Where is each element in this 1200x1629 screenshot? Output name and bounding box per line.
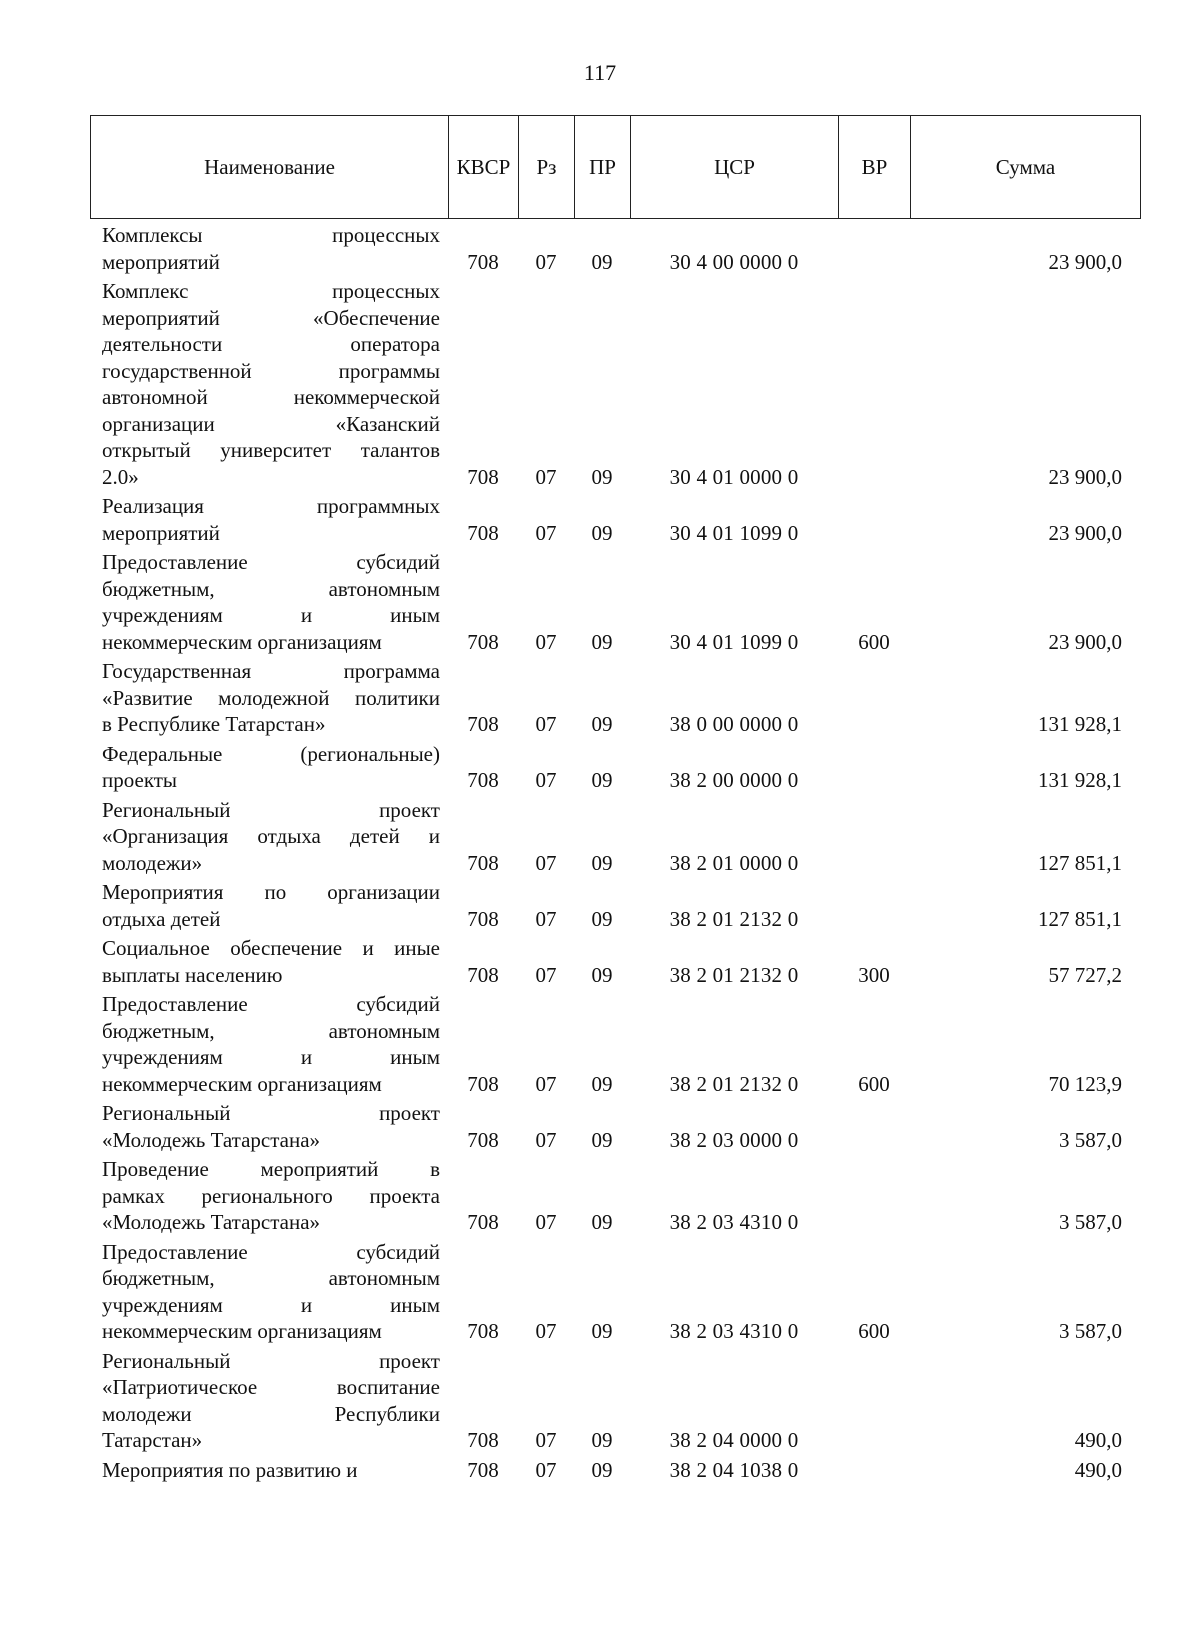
name-line: проекты: [102, 768, 178, 792]
cell-name: [90, 1238, 448, 1347]
name-line: учреждениям и иным: [102, 1045, 440, 1069]
cell-name: [90, 221, 448, 277]
cell-csr: 38 2 03 4310 0: [669, 1319, 799, 1343]
cell-csr: 30 4 00 0000 0: [669, 249, 799, 274]
cell-rz: 07: [535, 768, 557, 792]
name-line: выплаты населению: [102, 962, 283, 987]
table-row: [90, 277, 1140, 492]
cell-vr: [838, 878, 910, 934]
cell-kvsr: 708: [467, 962, 499, 987]
cell-name: [90, 277, 448, 492]
cell-name: [90, 1456, 448, 1486]
cell-rz: 07: [535, 464, 557, 489]
cell-name: [90, 878, 448, 934]
cell-name: [90, 548, 448, 657]
cell-vr: [838, 1155, 910, 1238]
cell-csr: 38 2 03 0000 0: [669, 1127, 799, 1152]
cell-pr: 09: [591, 1127, 613, 1152]
name-line: Проведение мероприятий в: [102, 1157, 440, 1181]
table-row: [90, 548, 1140, 657]
name-line: Государственная программа: [102, 659, 440, 683]
name-line: государственной программы: [102, 358, 440, 383]
cell-sum: 70 123,9: [1048, 1071, 1122, 1096]
name-line: организации «Казанский: [102, 411, 440, 436]
page-number: 117: [583, 60, 617, 85]
cell-vr: [838, 1099, 910, 1155]
name-line: автономной некоммерческой: [102, 385, 440, 409]
name-line: Мероприятия по развитию и: [102, 1457, 358, 1482]
name-line: молодежи Республики: [102, 1401, 440, 1426]
name-line: некоммерческим организациям: [102, 1071, 382, 1096]
cell-name: [90, 740, 448, 796]
cell-rz: 07: [535, 850, 557, 875]
name-line: в Республике Татарстан»: [102, 712, 326, 736]
name-line: бюджетным, автономным: [102, 1018, 440, 1043]
header-rz: Рз: [519, 116, 575, 219]
cell-rz: 07: [535, 1319, 557, 1343]
name-line: некоммерческим организациям: [102, 629, 382, 654]
table-row: [90, 221, 1140, 277]
cell-name: [90, 1099, 448, 1155]
cell-csr: 38 2 00 0000 0: [669, 768, 799, 792]
cell-kvsr: 708: [467, 520, 499, 545]
cell-csr: 38 0 00 0000 0: [669, 712, 799, 736]
cell-name: [90, 796, 448, 879]
name-line: бюджетным, автономным: [102, 1266, 440, 1290]
cell-pr: 09: [591, 1210, 613, 1234]
name-line: учреждениям и иным: [102, 1292, 440, 1317]
cell-pr: 09: [591, 464, 613, 489]
cell-sum: 127 851,1: [1038, 850, 1122, 875]
cell-csr: 30 4 01 1099 0: [669, 520, 799, 545]
cell-rz: 07: [535, 1127, 557, 1152]
header-name: Наименование: [91, 116, 449, 219]
cell-pr: 09: [591, 249, 613, 274]
cell-vr: [838, 492, 910, 548]
cell-kvsr: 708: [467, 249, 499, 274]
name-line: Федеральные (региональные): [102, 741, 440, 766]
cell-vr: [838, 1347, 910, 1456]
cell-pr: 09: [591, 768, 613, 792]
budget-table: [90, 221, 1140, 1485]
cell-sum: 131 928,1: [1038, 712, 1122, 736]
cell-kvsr: 708: [467, 464, 499, 489]
cell-rz: 07: [535, 1428, 557, 1452]
cell-kvsr: 708: [467, 1319, 499, 1343]
cell-rz: 07: [535, 520, 557, 545]
table-row: [90, 990, 1140, 1099]
header-pr: ПР: [575, 116, 631, 219]
cell-name: [90, 492, 448, 548]
name-line: Социальное обеспечение и иные: [102, 936, 440, 960]
cell-sum: 3 587,0: [1059, 1127, 1122, 1152]
cell-pr: 09: [591, 906, 613, 931]
cell-sum: 23 900,0: [1048, 520, 1122, 545]
table-row: [90, 492, 1140, 548]
name-line: мероприятий «Обеспечение: [102, 305, 440, 330]
cell-sum: 23 900,0: [1048, 629, 1122, 654]
cell-vr: [838, 740, 910, 796]
cell-pr: 09: [591, 712, 613, 736]
name-line: Предоставление субсидий: [102, 550, 440, 574]
name-line: Региональный проект: [102, 1101, 440, 1125]
table-row: [90, 1155, 1140, 1238]
table-row: [90, 934, 1140, 990]
table-row: [90, 657, 1140, 740]
cell-vr: [838, 221, 910, 277]
cell-vr: 600: [858, 1071, 890, 1096]
name-line: «Развитие молодежной политики: [102, 685, 440, 710]
cell-rz: 07: [535, 712, 557, 736]
header-vr: ВР: [839, 116, 911, 219]
cell-pr: 09: [591, 962, 613, 987]
cell-csr: 38 2 04 1038 0: [669, 1457, 799, 1482]
cell-csr: 38 2 03 4310 0: [669, 1210, 799, 1234]
cell-name: [90, 1155, 448, 1238]
cell-rz: 07: [535, 629, 557, 654]
name-line: учреждениям и иным: [102, 603, 440, 627]
cell-sum: 23 900,0: [1048, 464, 1122, 489]
cell-pr: 09: [591, 520, 613, 545]
table-row: [90, 1456, 1140, 1486]
table-row: [90, 878, 1140, 934]
name-line: «Молодежь Татарстана»: [102, 1127, 321, 1152]
cell-vr: [838, 796, 910, 879]
table-header: [90, 115, 1141, 219]
cell-name: [90, 1347, 448, 1456]
name-line: Реализация программных: [102, 494, 440, 518]
name-line: Комплекс процессных: [102, 279, 440, 303]
cell-vr: 600: [858, 1319, 890, 1343]
name-line: Татарстан»: [102, 1428, 203, 1452]
cell-kvsr: 708: [467, 1428, 499, 1452]
name-line: молодежи»: [102, 850, 203, 875]
table-row: [90, 1238, 1140, 1347]
cell-kvsr: 708: [467, 1071, 499, 1096]
cell-kvsr: 708: [467, 1457, 499, 1482]
cell-csr: 38 2 01 2132 0: [669, 962, 799, 987]
cell-csr: 38 2 01 2132 0: [669, 1071, 799, 1096]
cell-csr: 38 2 01 2132 0: [669, 906, 799, 931]
name-line: некоммерческим организациям: [102, 1319, 382, 1343]
cell-pr: 09: [591, 1071, 613, 1096]
cell-vr: 300: [858, 962, 890, 987]
cell-sum: 490,0: [1074, 1457, 1122, 1482]
name-line: мероприятий: [102, 520, 220, 545]
cell-name: [90, 990, 448, 1099]
cell-kvsr: 708: [467, 768, 499, 792]
cell-sum: 131 928,1: [1038, 768, 1122, 792]
cell-csr: 38 2 04 0000 0: [669, 1428, 799, 1452]
table-row: [90, 740, 1140, 796]
cell-vr: [838, 277, 910, 492]
cell-sum: 3 587,0: [1059, 1210, 1122, 1234]
cell-kvsr: 708: [467, 906, 499, 931]
name-line: Региональный проект: [102, 1348, 440, 1373]
name-line: отдыха детей: [102, 906, 221, 931]
header-kvsr: КВСР: [449, 116, 519, 219]
cell-vr: 600: [858, 629, 890, 654]
cell-csr: 38 2 01 0000 0: [669, 850, 799, 875]
name-line: открытый университет талантов: [102, 438, 440, 462]
name-line: «Организация отдыха детей и: [102, 824, 440, 848]
header-sum: Сумма: [911, 116, 1141, 219]
header-csr: ЦСР: [631, 116, 839, 219]
table-row: [90, 1099, 1140, 1155]
cell-sum: 3 587,0: [1059, 1319, 1122, 1343]
cell-csr: 30 4 01 0000 0: [669, 464, 799, 489]
cell-pr: 09: [591, 1457, 613, 1482]
name-line: мероприятий: [102, 249, 220, 274]
cell-pr: 09: [591, 629, 613, 654]
cell-rz: 07: [535, 1210, 557, 1234]
cell-vr: [838, 1456, 910, 1486]
cell-rz: 07: [535, 962, 557, 987]
name-line: Мероприятия по организации: [102, 880, 440, 904]
cell-kvsr: 708: [467, 1127, 499, 1152]
name-line: Комплексы процессных: [102, 223, 440, 247]
cell-rz: 07: [535, 1457, 557, 1482]
cell-vr: [838, 657, 910, 740]
cell-name: [90, 657, 448, 740]
name-line: рамках регионального проекта: [102, 1183, 440, 1208]
cell-pr: 09: [591, 1319, 613, 1343]
name-line: бюджетным, автономным: [102, 576, 440, 601]
table-row: [90, 1347, 1140, 1456]
cell-pr: 09: [591, 850, 613, 875]
name-line: «Патриотическое воспитание: [102, 1375, 440, 1399]
name-line: 2.0»: [102, 464, 139, 489]
name-line: Предоставление субсидий: [102, 1239, 440, 1264]
cell-rz: 07: [535, 249, 557, 274]
cell-kvsr: 708: [467, 629, 499, 654]
cell-rz: 07: [535, 1071, 557, 1096]
cell-rz: 07: [535, 906, 557, 931]
cell-name: [90, 934, 448, 990]
table-row: [90, 796, 1140, 879]
name-line: Региональный проект: [102, 797, 440, 822]
cell-csr: 30 4 01 1099 0: [669, 629, 799, 654]
cell-kvsr: 708: [467, 1210, 499, 1234]
cell-kvsr: 708: [467, 850, 499, 875]
name-line: «Молодежь Татарстана»: [102, 1210, 321, 1234]
cell-sum: 127 851,1: [1038, 906, 1122, 931]
cell-pr: 09: [591, 1428, 613, 1452]
cell-kvsr: 708: [467, 712, 499, 736]
name-line: Предоставление субсидий: [102, 992, 440, 1016]
cell-sum: 57 727,2: [1048, 962, 1122, 987]
name-line: деятельности оператора: [102, 332, 440, 356]
cell-sum: 23 900,0: [1048, 249, 1122, 274]
cell-sum: 490,0: [1074, 1428, 1122, 1452]
